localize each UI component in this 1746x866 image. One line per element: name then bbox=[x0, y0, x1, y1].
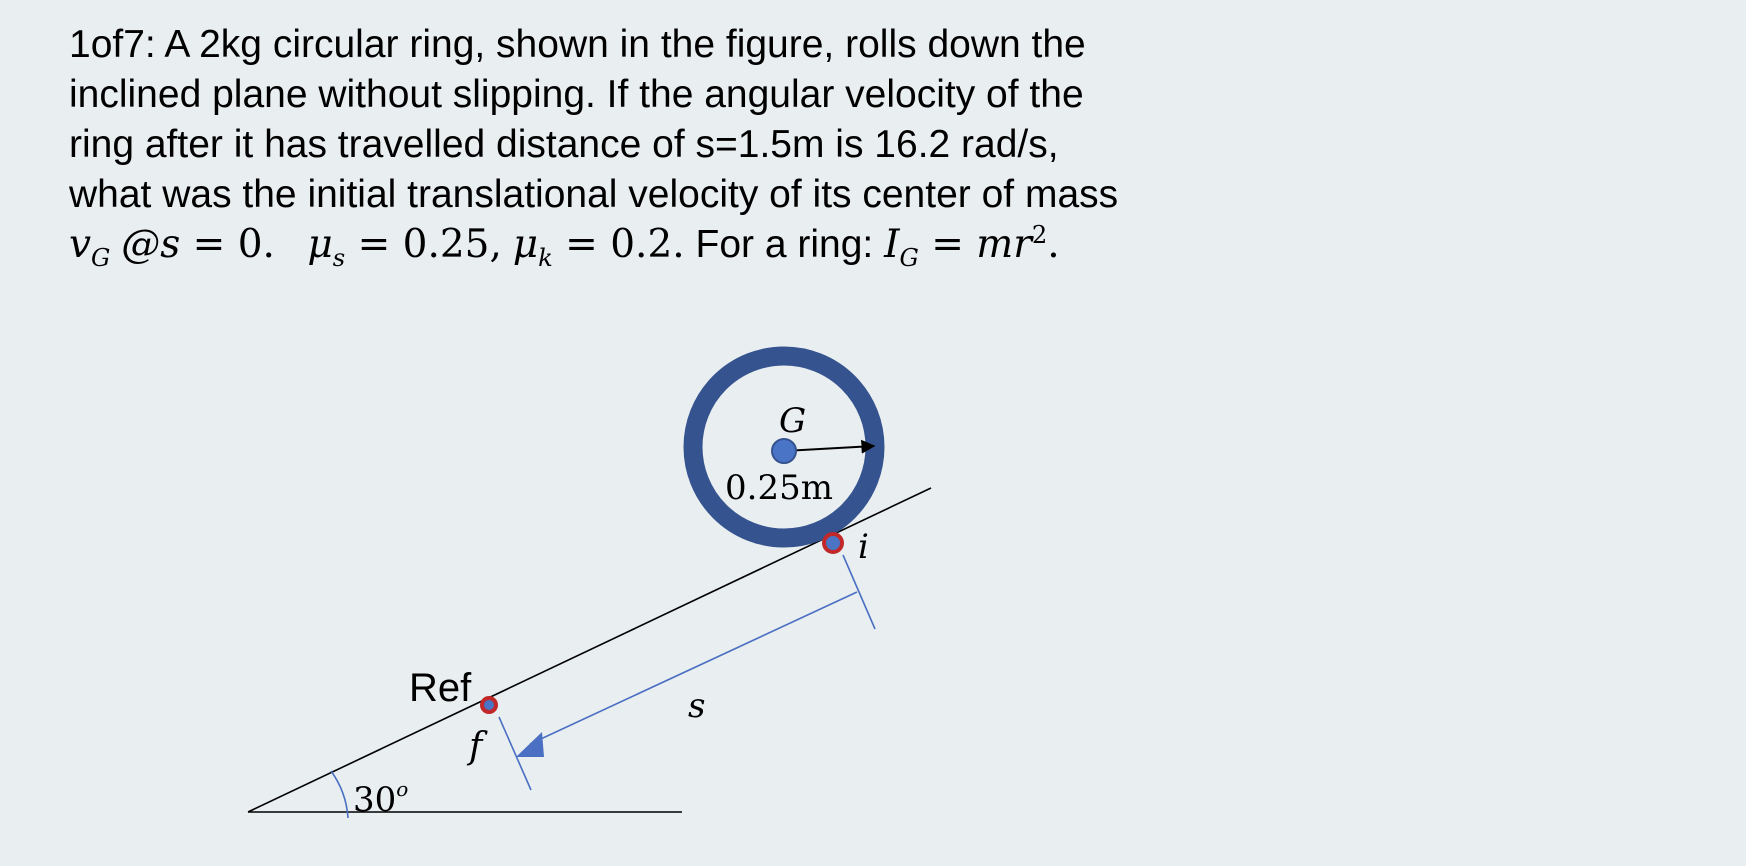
eq-zero: = 0. bbox=[180, 222, 275, 267]
final-point-label: f bbox=[469, 726, 483, 767]
mu-k-symbol: μ bbox=[512, 222, 539, 267]
vg-subscript: G bbox=[91, 243, 111, 272]
final-period: . bbox=[1047, 222, 1060, 267]
center-label: G bbox=[779, 401, 807, 441]
mr-superscript: 2 bbox=[1031, 221, 1048, 249]
ig-subscript: G bbox=[899, 243, 919, 272]
vg-symbol: v bbox=[69, 222, 92, 267]
problem-line-4: what was the initial translational velocity of its center of mass bbox=[69, 173, 1119, 216]
mu-s-symbol: μ bbox=[307, 222, 333, 267]
mr-symbol: mr bbox=[976, 222, 1032, 267]
radius-label: 0.25m bbox=[725, 468, 833, 508]
radius-arrow bbox=[784, 446, 874, 451]
ig-equals: = bbox=[918, 222, 977, 267]
mu-s-value: = 0.25, bbox=[345, 222, 502, 267]
initial-point-label: i bbox=[858, 527, 869, 567]
reference-label: Ref bbox=[409, 666, 472, 710]
mu-s-subscript: s bbox=[332, 243, 346, 272]
mu-k-subscript: k bbox=[538, 243, 553, 272]
ring-text: For a ring: bbox=[684, 223, 885, 266]
at-s: @s bbox=[121, 222, 181, 267]
mu-k-value: = 0.2. bbox=[552, 222, 685, 267]
distance-label: s bbox=[688, 686, 706, 726]
final-point-marker bbox=[482, 698, 496, 712]
angle-arc bbox=[331, 771, 348, 818]
initial-point-marker bbox=[824, 534, 842, 552]
center-of-mass-dot bbox=[772, 439, 796, 463]
problem-line-1: 1of7: A 2kg circular ring, shown in the figure, rolls down the bbox=[69, 23, 1086, 66]
angle-label: 30$^o$ bbox=[353, 777, 409, 820]
problem-line-2: inclined plane without slipping. If the angular velocity of the bbox=[69, 73, 1084, 116]
problem-line-3: ring after it has travelled distance of s=1.5m is 16.2 rad/s, bbox=[69, 123, 1059, 166]
ig-symbol: I bbox=[884, 222, 900, 267]
distance-arrowhead bbox=[516, 732, 544, 757]
